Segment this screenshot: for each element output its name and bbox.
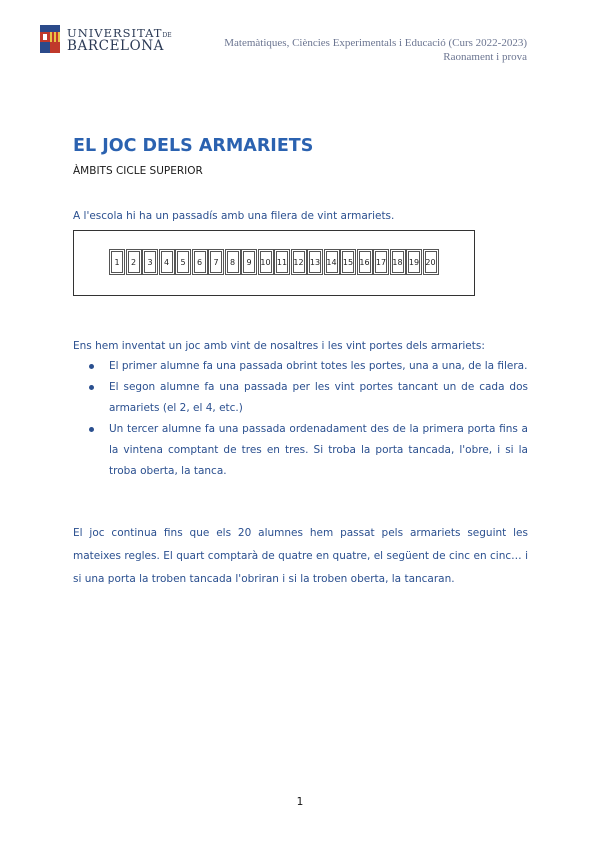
locker: 5 [177, 251, 189, 273]
game-intro-text: Ens hem inventat un joc amb vint de nosaltres i les vint portes dels armariets: [73, 340, 485, 352]
bullet-icon [89, 427, 94, 432]
locker: 18 [392, 251, 404, 273]
locker: 6 [194, 251, 206, 273]
locker: 10 [260, 251, 272, 273]
locker: 4 [161, 251, 173, 273]
locker: 7 [210, 251, 222, 273]
locker: 13 [309, 251, 321, 273]
rule-text: Un tercer alumne fa una passada ordenadament des de la primera porta fins a la vintena comptant de tres en tres. Si troba la porta tancada, l'obre, i si la troba oberta, la tanca. [109, 423, 528, 477]
locker: 20 [425, 251, 437, 273]
locker: 16 [359, 251, 371, 273]
locker: 2 [128, 251, 140, 273]
lockers-figure [73, 230, 475, 296]
logo-text-bottom: BARCELONA [67, 38, 165, 54]
rule-item [73, 356, 528, 377]
locker: 17 [375, 251, 387, 273]
bullet-icon [89, 385, 94, 390]
rule-item [73, 377, 528, 419]
page-title: EL JOC DELS ARMARIETS [73, 136, 314, 156]
logo-text-top: UNIVERSITATDE [67, 26, 172, 40]
rule-text: El primer alumne fa una passada obrint totes les portes, una a una, de la filera. [109, 360, 528, 372]
locker: 8 [227, 251, 239, 273]
locker: 14 [326, 251, 338, 273]
locker: 1 [111, 251, 123, 273]
locker: 15 [342, 251, 354, 273]
locker: 12 [293, 251, 305, 273]
game-continuation-text: El joc continua fins que els 20 alumnes hem passat pels armariets seguint les mateixes regles. El quart comptarà de quatre en quatre, el següent de cinc en cinc… i si una porta la troben tancada l'obriran i si la troben oberta, la tancaran. [73, 527, 528, 585]
lockers-row [111, 251, 441, 273]
header-course: Matemàtiques, Ciències Experimentals i Educació (Curs 2022-2023) [224, 37, 527, 49]
page-number: 1 [296, 796, 304, 808]
university-logo [40, 25, 170, 55]
intro-text: A l'escola hi ha un passadís amb una filera de vint armariets. [73, 210, 395, 222]
logo-text-de: DE [162, 32, 172, 39]
header-subject: Raonament i prova [443, 51, 527, 63]
rules-list [73, 356, 528, 482]
rule-text: El segon alumne fa una passada per les vint portes tancant un de cada dos armariets (el 2, el 4, etc.) [109, 381, 528, 414]
university-shield-icon [40, 25, 60, 53]
page-subtitle: ÀMBITS CICLE SUPERIOR [73, 165, 203, 177]
locker: 3 [144, 251, 156, 273]
locker: 19 [408, 251, 420, 273]
locker: 9 [243, 251, 255, 273]
rule-item [73, 419, 528, 482]
locker: 11 [276, 251, 288, 273]
bullet-icon [89, 364, 94, 369]
